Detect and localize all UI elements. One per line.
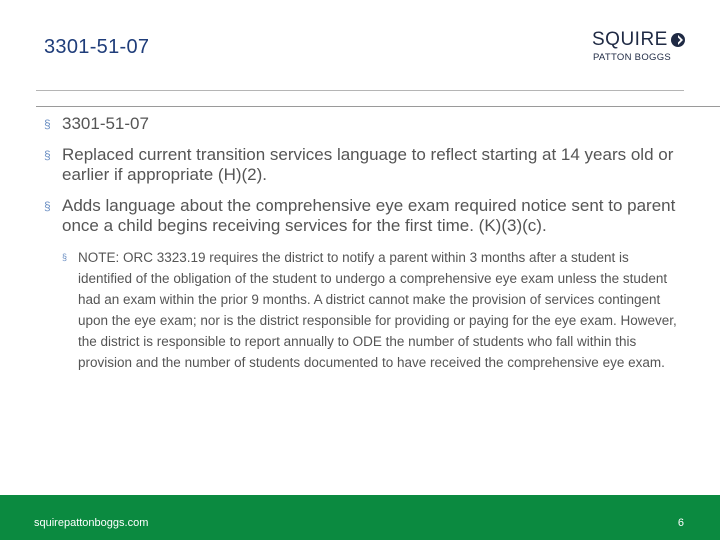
bullet-text: Replaced current transition services language to reflect starting at 14 years old or earlier if appropriate (H)(2).: [62, 145, 674, 184]
logo-wordmark-bottom: PATTON BOGGS: [593, 52, 672, 63]
logo-mark-icon: [670, 32, 686, 48]
page-number: 6: [677, 517, 684, 529]
slide-title: 3301-51-07: [44, 36, 150, 58]
bullet-item: [42, 196, 682, 236]
slide-body: [42, 114, 682, 373]
bullet-item: [42, 114, 682, 134]
header-divider: [36, 90, 684, 91]
bullet-text: 3301-51-07: [62, 114, 149, 133]
sub-bullet-marker: §: [62, 252, 68, 262]
content-divider: [36, 106, 720, 107]
footer-bar: [0, 495, 720, 540]
bullet-text: Adds language about the comprehensive eye exam required notice sent to parent once a child begins receiving services for the first time. (K)(3)(c).: [62, 196, 676, 235]
footer-website-link[interactable]: squirepattonboggs.com: [34, 517, 149, 529]
bullet-marker: §: [44, 199, 51, 213]
bullet-marker: §: [44, 148, 51, 162]
sub-bullet-item: [60, 247, 682, 373]
sub-bullet-text: NOTE: ORC 3323.19 requires the district to notify a parent within 3 months after a student is identified of the obligation of the student to undergo a comprehensive eye exam unless the student had an exam within the prior 9 months. A district cannot make the provision of services contingent upon the eye exam; nor is the district responsible for providing or paying for the eye exam. However, the district is responsible to report annually to ODE the number of students who fall within this provision and the number of students documented to have received the comprehensive eye exam.: [78, 250, 677, 370]
bullet-item: [42, 145, 682, 185]
logo-wordmark-top: SQUIRE: [592, 29, 668, 50]
bullet-marker: §: [44, 117, 51, 131]
company-logo: [592, 30, 692, 64]
